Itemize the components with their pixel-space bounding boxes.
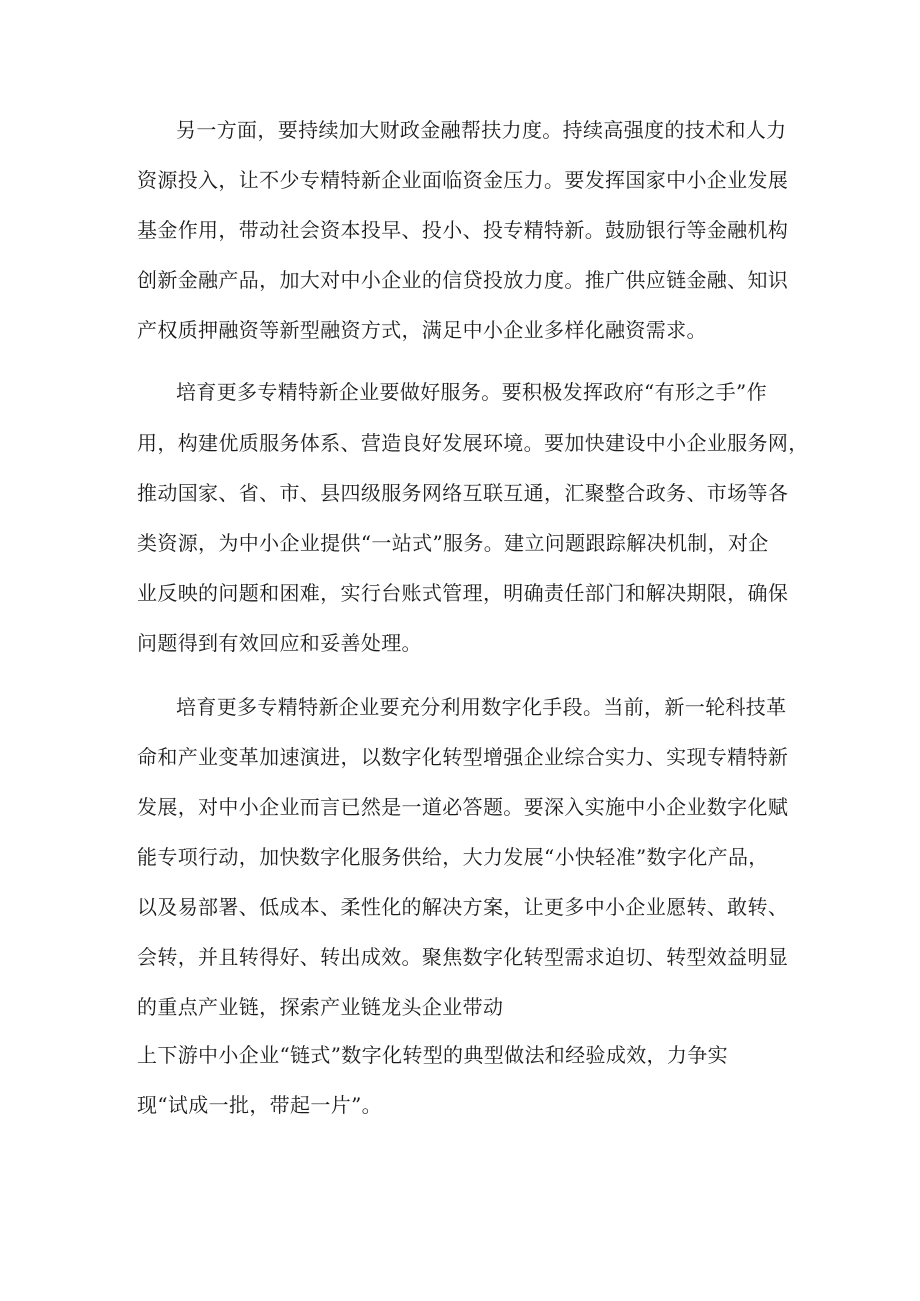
text-line: 会转，并且转得好、转出成效。聚焦数字化转型需求迫切、转型效益明显 xyxy=(137,945,789,969)
text-line: 的重点产业链，探索产业链龙头企业带动 xyxy=(137,995,504,1019)
text-line: 培育更多专精特新企业要充分利用数字化手段。当前，新一轮科技革 xyxy=(176,695,787,719)
text-line: 能专项行动，加快数字化服务供给，大力发展“小快轻准”数字化产品， xyxy=(137,845,769,869)
text-line: 命和产业变革加速演进，以数字化转型增强企业综合实力、实现专精特新 xyxy=(137,745,789,769)
text-line: 现“试成一批，带起一片”。 xyxy=(137,1093,382,1117)
text-line: 用，构建优质服务体系、营造良好发展环境。要加快建设中小企业服务网， xyxy=(137,431,809,455)
text-line: 以及易部署、低成本、柔性化的解决方案，让更多中小企业愿转、敢转、 xyxy=(137,895,789,919)
text-line: 发展，对中小企业而言已然是一道必答题。要深入实施中小企业数字化赋 xyxy=(137,795,789,819)
text-line: 上下游中小企业“链式”数字化转型的典型做法和经验成效，力争实 xyxy=(137,1043,728,1067)
text-line: 类资源，为中小企业提供“一站式”服务。建立问题跟踪解决机制，对企 xyxy=(137,531,769,555)
text-line: 资源投入，让不少专精特新企业面临资金压力。要发挥国家中小企业发展 xyxy=(137,168,789,192)
text-line: 基金作用，带动社会资本投早、投小、投专精特新。鼓励银行等金融机构 xyxy=(137,218,789,242)
text-line: 推动国家、省、市、县四级服务网络互联互通，汇聚整合政务、市场等各 xyxy=(137,481,789,505)
text-line: 另一方面，要持续加大财政金融帮扶力度。持续高强度的技术和人力 xyxy=(176,118,787,142)
text-line: 培育更多专精特新企业要做好服务。要积极发挥政府“有形之手”作 xyxy=(176,380,767,404)
text-line: 问题得到有效回应和妥善处理。 xyxy=(137,631,422,655)
text-line: 创新金融产品，加大对中小企业的信贷投放力度。推广供应链金融、知识 xyxy=(137,268,789,292)
text-line: 业反映的问题和困难，实行台账式管理，明确责任部门和解决期限，确保 xyxy=(137,581,789,605)
text-line: 产权质押融资等新型融资方式，满足中小企业多样化融资需求。 xyxy=(137,318,707,342)
